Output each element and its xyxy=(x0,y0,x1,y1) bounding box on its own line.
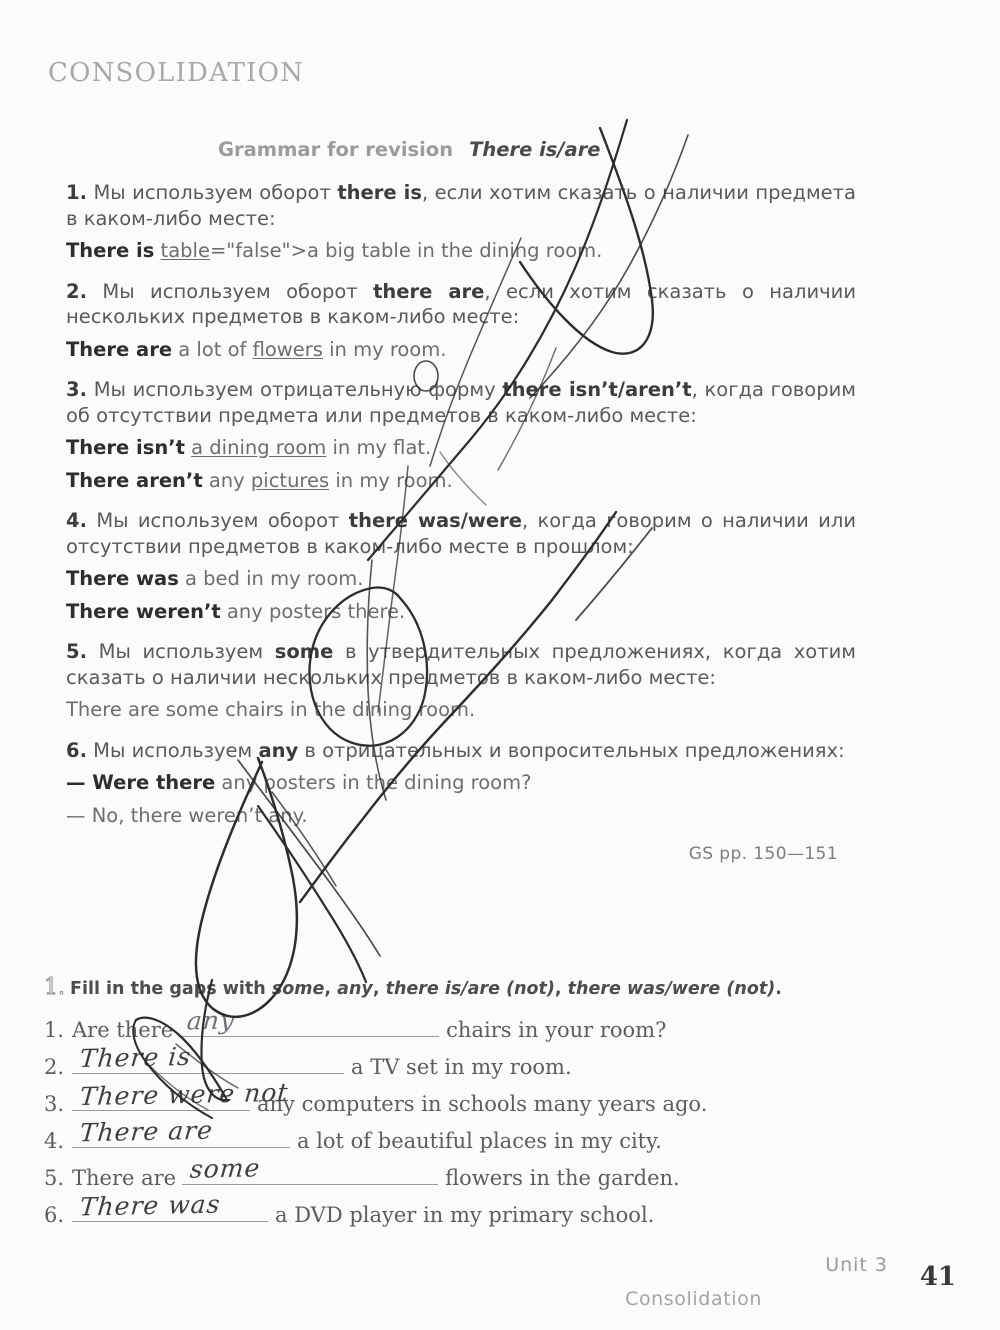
exercise-item-suffix: any computers in schools many years ago. xyxy=(257,1092,708,1116)
grammar-example: There isn’t a dining room in my flat. xyxy=(66,436,432,459)
exercise-item-number: 3. xyxy=(44,1092,65,1116)
grammar-example: There aren’t any pictures in my room. xyxy=(66,468,453,492)
underlined-phrase: table xyxy=(160,239,210,262)
example-bold-part: There weren’t xyxy=(66,599,221,623)
grammar-rule xyxy=(66,639,856,723)
handwritten-answer: There are xyxy=(78,1115,215,1148)
underlined-phrase: flowers xyxy=(252,337,323,361)
rule-key-term: there was/were xyxy=(348,509,522,532)
grammar-for-revision-box xyxy=(66,138,856,864)
grammar-example: — No, there weren’t any. xyxy=(66,803,308,827)
example-bold-part: There are xyxy=(66,337,173,361)
rule-number: 2. xyxy=(66,279,87,303)
gap-fill-blank[interactable] xyxy=(179,1005,439,1037)
gs-reference: GS pp. 150—151 xyxy=(688,844,838,864)
footer-page-number: 41 xyxy=(919,1262,956,1292)
instruction-text-5: . xyxy=(775,979,782,999)
exercise-item-number: 6. xyxy=(44,1203,65,1227)
grammar-rule-text: 1. Мы используем оборот there is, если хотим сказать о наличии предмета в каком-либо месте: xyxy=(66,181,856,230)
instruction-term-some: some xyxy=(271,979,325,999)
exercise-item-number: 1. xyxy=(44,1018,65,1042)
rule-key-term: some xyxy=(274,640,334,663)
gap-fill-blank[interactable] xyxy=(72,1189,268,1222)
example-bold-part: There isn’t xyxy=(66,436,185,459)
footer-section: Consolidation xyxy=(625,1288,762,1310)
exercise-item-prefix: Are there xyxy=(72,1018,174,1042)
exercise-number: 1. xyxy=(44,975,65,1000)
grammar-example: There are some chairs in the dining room. xyxy=(66,698,476,721)
example-bold-part: There was xyxy=(66,567,179,590)
instruction-text-4: , xyxy=(554,979,568,999)
exercise-item-suffix: chairs in your room? xyxy=(446,1018,667,1042)
instruction-term-any: any xyxy=(337,979,373,999)
rule-number: 4. xyxy=(66,509,87,532)
gap-fill-blank[interactable] xyxy=(72,1041,344,1074)
example-bold-part: There aren’t xyxy=(66,468,203,492)
exercise-item-number: 5. xyxy=(44,1166,65,1190)
grammar-example: — Were there any posters in the dining room? xyxy=(66,771,532,794)
handwritten-answer: some xyxy=(188,1153,262,1184)
running-head: CONSOLIDATION xyxy=(48,58,305,88)
underlined-phrase: a dining room xyxy=(191,436,327,459)
gap-fill-blank[interactable] xyxy=(72,1115,290,1148)
exercise-item-prefix: There are xyxy=(72,1166,177,1190)
rule-number: 6. xyxy=(66,738,87,762)
grammar-rule xyxy=(66,377,856,493)
instruction-text-3: , xyxy=(372,979,386,999)
instruction-text-1: Fill in the gaps with xyxy=(70,979,272,999)
example-bold-part: — Were there xyxy=(66,771,216,794)
grammar-rule-text: 4. Мы используем оборот there was/were, когда говорим о наличии или отсутствии предметов в каком-либо месте в прошлом: xyxy=(66,509,856,558)
instruction-term-there-is-are: there is/are (not) xyxy=(385,979,555,999)
grammar-box-title xyxy=(66,138,856,161)
example-bold-part: There is xyxy=(66,239,155,262)
grammar-rule-text: 5. Мы используем some в утвердительных предложениях, когда хотим сказать о наличии нескольких предметов в каком-либо месте: xyxy=(66,640,856,689)
instruction-term-there-was-were: there was/were (not) xyxy=(567,979,776,999)
rule-key-term: there isn’t/aren’t xyxy=(502,378,692,401)
exercise-instruction xyxy=(44,975,954,1000)
exercise-items-list xyxy=(44,1005,954,1234)
rule-key-term: there is xyxy=(337,181,422,204)
instruction-text-2: , xyxy=(324,979,338,999)
exercise-item-suffix: a lot of beautiful places in my city. xyxy=(297,1129,662,1153)
grammar-rule-text: 2. Мы используем оборот there are, если хотим сказать о наличии нескольких предметов в каком-либо месте: xyxy=(66,279,857,328)
grammar-rule-text: 6. Мы используем any в отрицательных и вопросительных предложениях: xyxy=(66,738,845,762)
exercise-item xyxy=(44,1189,954,1234)
gap-fill-blank[interactable] xyxy=(182,1153,438,1185)
grammar-rules-list xyxy=(66,180,856,828)
rule-number: 1. xyxy=(66,181,87,204)
exercise-item-suffix: flowers in the garden. xyxy=(445,1166,680,1190)
rule-key-term: any xyxy=(258,738,299,762)
grammar-example: There is table="false">a big table in the dining room. xyxy=(66,239,603,262)
exercise-item-suffix: a TV set in my room. xyxy=(351,1055,572,1079)
handwritten-answer: There is xyxy=(78,1041,193,1074)
handwritten-answer: any xyxy=(185,1005,237,1036)
grammar-example: There weren’t any posters there. xyxy=(66,599,406,623)
grammar-title-term: There is/are xyxy=(469,138,601,161)
gap-fill-blank[interactable] xyxy=(72,1077,290,1112)
exercise-block xyxy=(44,975,954,1236)
grammar-rule xyxy=(66,180,856,264)
footer-unit: Unit 3 xyxy=(825,1254,888,1276)
grammar-example: There are a lot of flowers in my room. xyxy=(66,337,447,361)
grammar-example: There was a bed in my room. xyxy=(66,567,364,590)
handwritten-answer: There were not xyxy=(78,1077,290,1112)
exercise-item-suffix: a DVD player in my primary school. xyxy=(275,1203,655,1227)
rule-number: 3. xyxy=(66,378,87,401)
exercise-item-number: 4. xyxy=(44,1129,65,1153)
underlined-phrase: pictures xyxy=(250,468,330,492)
grammar-rule xyxy=(66,508,856,624)
grammar-title-label: Grammar for revision xyxy=(218,138,454,161)
exercise-item xyxy=(44,1115,954,1160)
grammar-rule-text: 3. Мы используем отрицательную форму there isn’t/aren’t, когда говорим об отсутствии предмета или предметов в каком-либо месте: xyxy=(66,378,856,427)
rule-number: 5. xyxy=(66,640,87,663)
grammar-rule xyxy=(66,738,856,829)
grammar-rule xyxy=(66,279,856,363)
exercise-item-number: 2. xyxy=(44,1055,65,1079)
handwritten-answer: There was xyxy=(78,1189,222,1222)
rule-key-term: there are xyxy=(373,279,485,303)
